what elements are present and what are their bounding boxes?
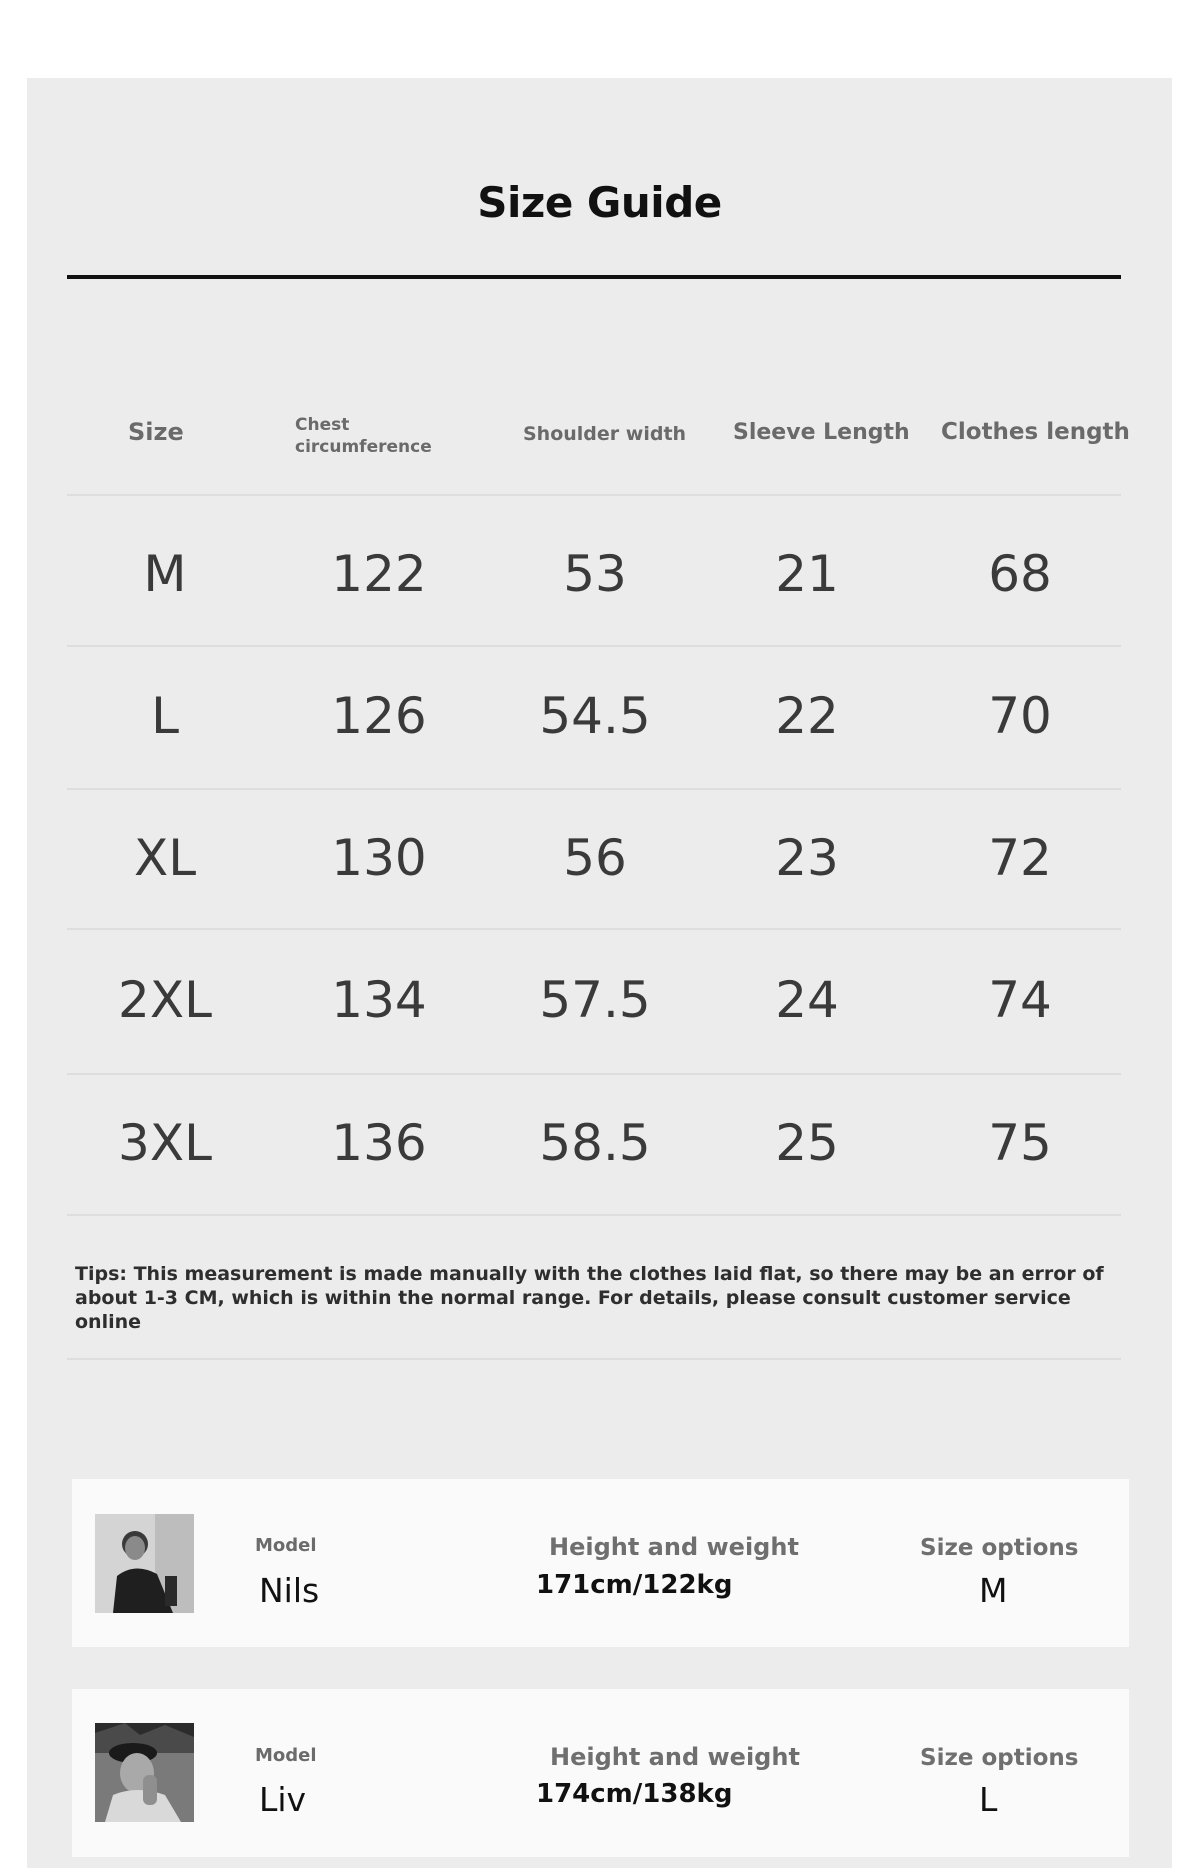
cell-chest: 122 (331, 545, 427, 603)
header-shoulder: Shoulder width (523, 423, 687, 445)
cell-length: 72 (988, 829, 1052, 887)
table-row (27, 1113, 1172, 1173)
row-divider (67, 1214, 1121, 1216)
size-options-label: Size options (920, 1745, 1079, 1771)
header-size: Size (128, 418, 184, 446)
cell-size: L (151, 687, 179, 745)
cell-size: 2XL (118, 971, 212, 1029)
tips-divider (67, 1358, 1121, 1360)
cell-chest: 134 (331, 971, 427, 1029)
cell-sleeve: 25 (775, 1114, 839, 1172)
cell-chest: 130 (331, 829, 427, 887)
cell-size: 3XL (118, 1114, 212, 1172)
height-weight-value: 174cm/138kg (536, 1779, 733, 1809)
cell-sleeve: 21 (775, 545, 839, 603)
height-weight-label: Height and weight (550, 1743, 800, 1771)
model-name: Nils (259, 1571, 320, 1610)
header-sleeve: Sleeve Length (733, 420, 910, 445)
table-row (27, 970, 1172, 1030)
title-divider (67, 275, 1121, 279)
cell-size: M (143, 545, 187, 603)
size-guide-panel (27, 78, 1172, 1868)
size-options-value: M (979, 1571, 1008, 1610)
cell-chest: 126 (331, 687, 427, 745)
size-options-label: Size options (920, 1535, 1079, 1561)
cell-shoulder: 54.5 (539, 687, 651, 745)
cell-sleeve: 23 (775, 829, 839, 887)
table-row (27, 686, 1172, 746)
row-divider (67, 928, 1121, 930)
tips-text: Tips: This measurement is made manually with the clothes laid flat, so there may be an error of about 1-3 CM, which is within the normal range. For details, please consult customer service online (75, 1263, 1104, 1333)
cell-sleeve: 22 (775, 687, 839, 745)
cell-length: 74 (988, 971, 1052, 1029)
cell-chest: 136 (331, 1114, 427, 1172)
cell-length: 70 (988, 687, 1052, 745)
cell-shoulder: 56 (563, 829, 627, 887)
size-options-value: L (979, 1780, 998, 1819)
model-photo-icon (95, 1723, 194, 1822)
model-label: Model (255, 1535, 317, 1556)
header-length: Clothes length (941, 419, 1130, 445)
cell-shoulder: 58.5 (539, 1114, 651, 1172)
cell-size: XL (133, 829, 197, 887)
table-row (27, 544, 1172, 604)
model-label: Model (255, 1745, 317, 1766)
page-title: Size Guide (477, 178, 722, 227)
cell-shoulder: 57.5 (539, 971, 651, 1029)
cell-length: 75 (988, 1114, 1052, 1172)
cell-sleeve: 24 (775, 971, 839, 1029)
row-divider (67, 494, 1121, 496)
cell-length: 68 (988, 545, 1052, 603)
height-weight-value: 171cm/122kg (536, 1570, 733, 1600)
model-card (72, 1689, 1129, 1857)
row-divider (67, 1073, 1121, 1075)
row-divider (67, 788, 1121, 790)
model-card (72, 1479, 1129, 1647)
height-weight-label: Height and weight (549, 1533, 799, 1561)
model-photo-icon (95, 1514, 194, 1613)
model-name: Liv (259, 1780, 307, 1819)
table-row (27, 828, 1172, 888)
header-chest: Chest circumference (295, 415, 432, 457)
cell-shoulder: 53 (563, 545, 627, 603)
row-divider (67, 645, 1121, 647)
